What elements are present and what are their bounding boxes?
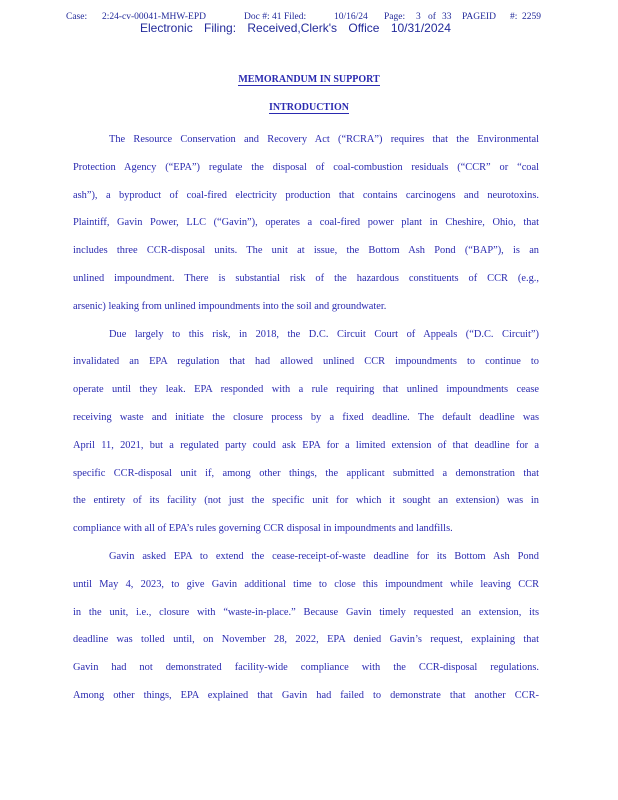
paragraph [73, 321, 539, 543]
memorandum-heading [0, 74, 618, 85]
text-line: deadline was tolled until, on November 28, 2022, EPA denied Gavin’s request, explaining that [73, 634, 539, 646]
case-number: 2:24-cv-00041-MHW-EPD [102, 12, 206, 22]
pageid-hash: #: [510, 12, 518, 22]
text-line: Gavin asked EPA to extend the cease-receipt-of-waste deadline for its Bottom Ash Pond [109, 550, 539, 562]
text-line: invalidated an EPA regulation that had allowed unlined CCR impoundments to continue to [73, 356, 539, 368]
pageid-label: PAGEID [462, 12, 496, 22]
text-line: unlined impoundment. There is substantial risk of the hazardous constituents of CCR (e.g., [73, 272, 539, 284]
text-line: in the unit, i.e., closure with “waste-in-place.” Because Gavin timely requested an extension, its [73, 606, 539, 618]
filed-date: 10/16/24 [334, 12, 368, 22]
page-label: Page: [384, 12, 406, 22]
text-line: operate until they leak. EPA responded with a rule requiring that unlined impoundments cease [73, 384, 539, 396]
memorandum-heading-text: MEMORANDUM IN SUPPORT [238, 74, 380, 85]
text-line: The Resource Conservation and Recovery Act (“RCRA”) requires that the Environmental [109, 134, 539, 145]
doc-number: 41 [272, 12, 282, 22]
doc-label: Doc #: [244, 12, 270, 22]
pageid-number: 2259 [522, 12, 541, 22]
text-line: Plaintiff, Gavin Power, LLC (“Gavin”), operates a coal-fired power plant in Cheshire, Ohio, that [73, 217, 539, 229]
paragraph [73, 126, 539, 321]
text-line: the entirety of its facility (not just the specific unit for which it sought an extension) was in [73, 495, 539, 507]
filed-label: Filed: [284, 12, 307, 22]
text-line: Due largely to this risk, in 2018, the D.C. Circuit Court of Appeals (“D.C. Circuit”) [109, 328, 539, 340]
introduction-heading-text: INTRODUCTION [268, 102, 349, 113]
page-number: 3 [416, 12, 421, 22]
of-label: of [428, 12, 436, 22]
text-line: until May 4, 2023, to give Gavin additional time to close this impoundment while leaving CCR [73, 578, 539, 590]
memorandum-body [73, 126, 539, 710]
introduction-heading [0, 102, 618, 113]
text-line: ash”), a byproduct of coal-fired electricity production that contains carcinogens and neurotoxins. [73, 189, 539, 201]
text-line: April 11, 2021, but a regulated party could ask EPA for a limited extension of that deadline for a [73, 439, 539, 451]
text-line: Gavin had not demonstrated facility-wide compliance with the CCR-disposal regulations. [73, 662, 539, 674]
text-line: arsenic) leaking from unlined impoundments into the soil and groundwater. [73, 300, 387, 312]
text-line: specific CCR-disposal unit if, among other things, the applicant submitted a demonstration that [73, 467, 539, 479]
text-line: Among other things, EPA explained that Gavin had failed to demonstrate that another CCR- [73, 689, 539, 701]
paragraph [73, 543, 539, 710]
text-line: compliance with all of EPA’s rules governing CCR disposal in impoundments and landfills. [73, 523, 453, 535]
page-total: 33 [442, 12, 452, 22]
efiling-stamp: Electronic Filing: Received,Clerk's Office 10/31/2024 [140, 21, 451, 35]
text-line: Protection Agency (“EPA”) regulate the disposal of coal-combustion residuals (“CCR” or “coal [73, 161, 539, 173]
case-label: Case: [66, 12, 88, 22]
text-line: includes three CCR-disposal units. The unit at issue, the Bottom Ash Pond (“BAP”), is an [73, 245, 539, 257]
text-line: receiving waste and initiate the closure process by a fixed deadline. The default deadline was [73, 411, 539, 423]
